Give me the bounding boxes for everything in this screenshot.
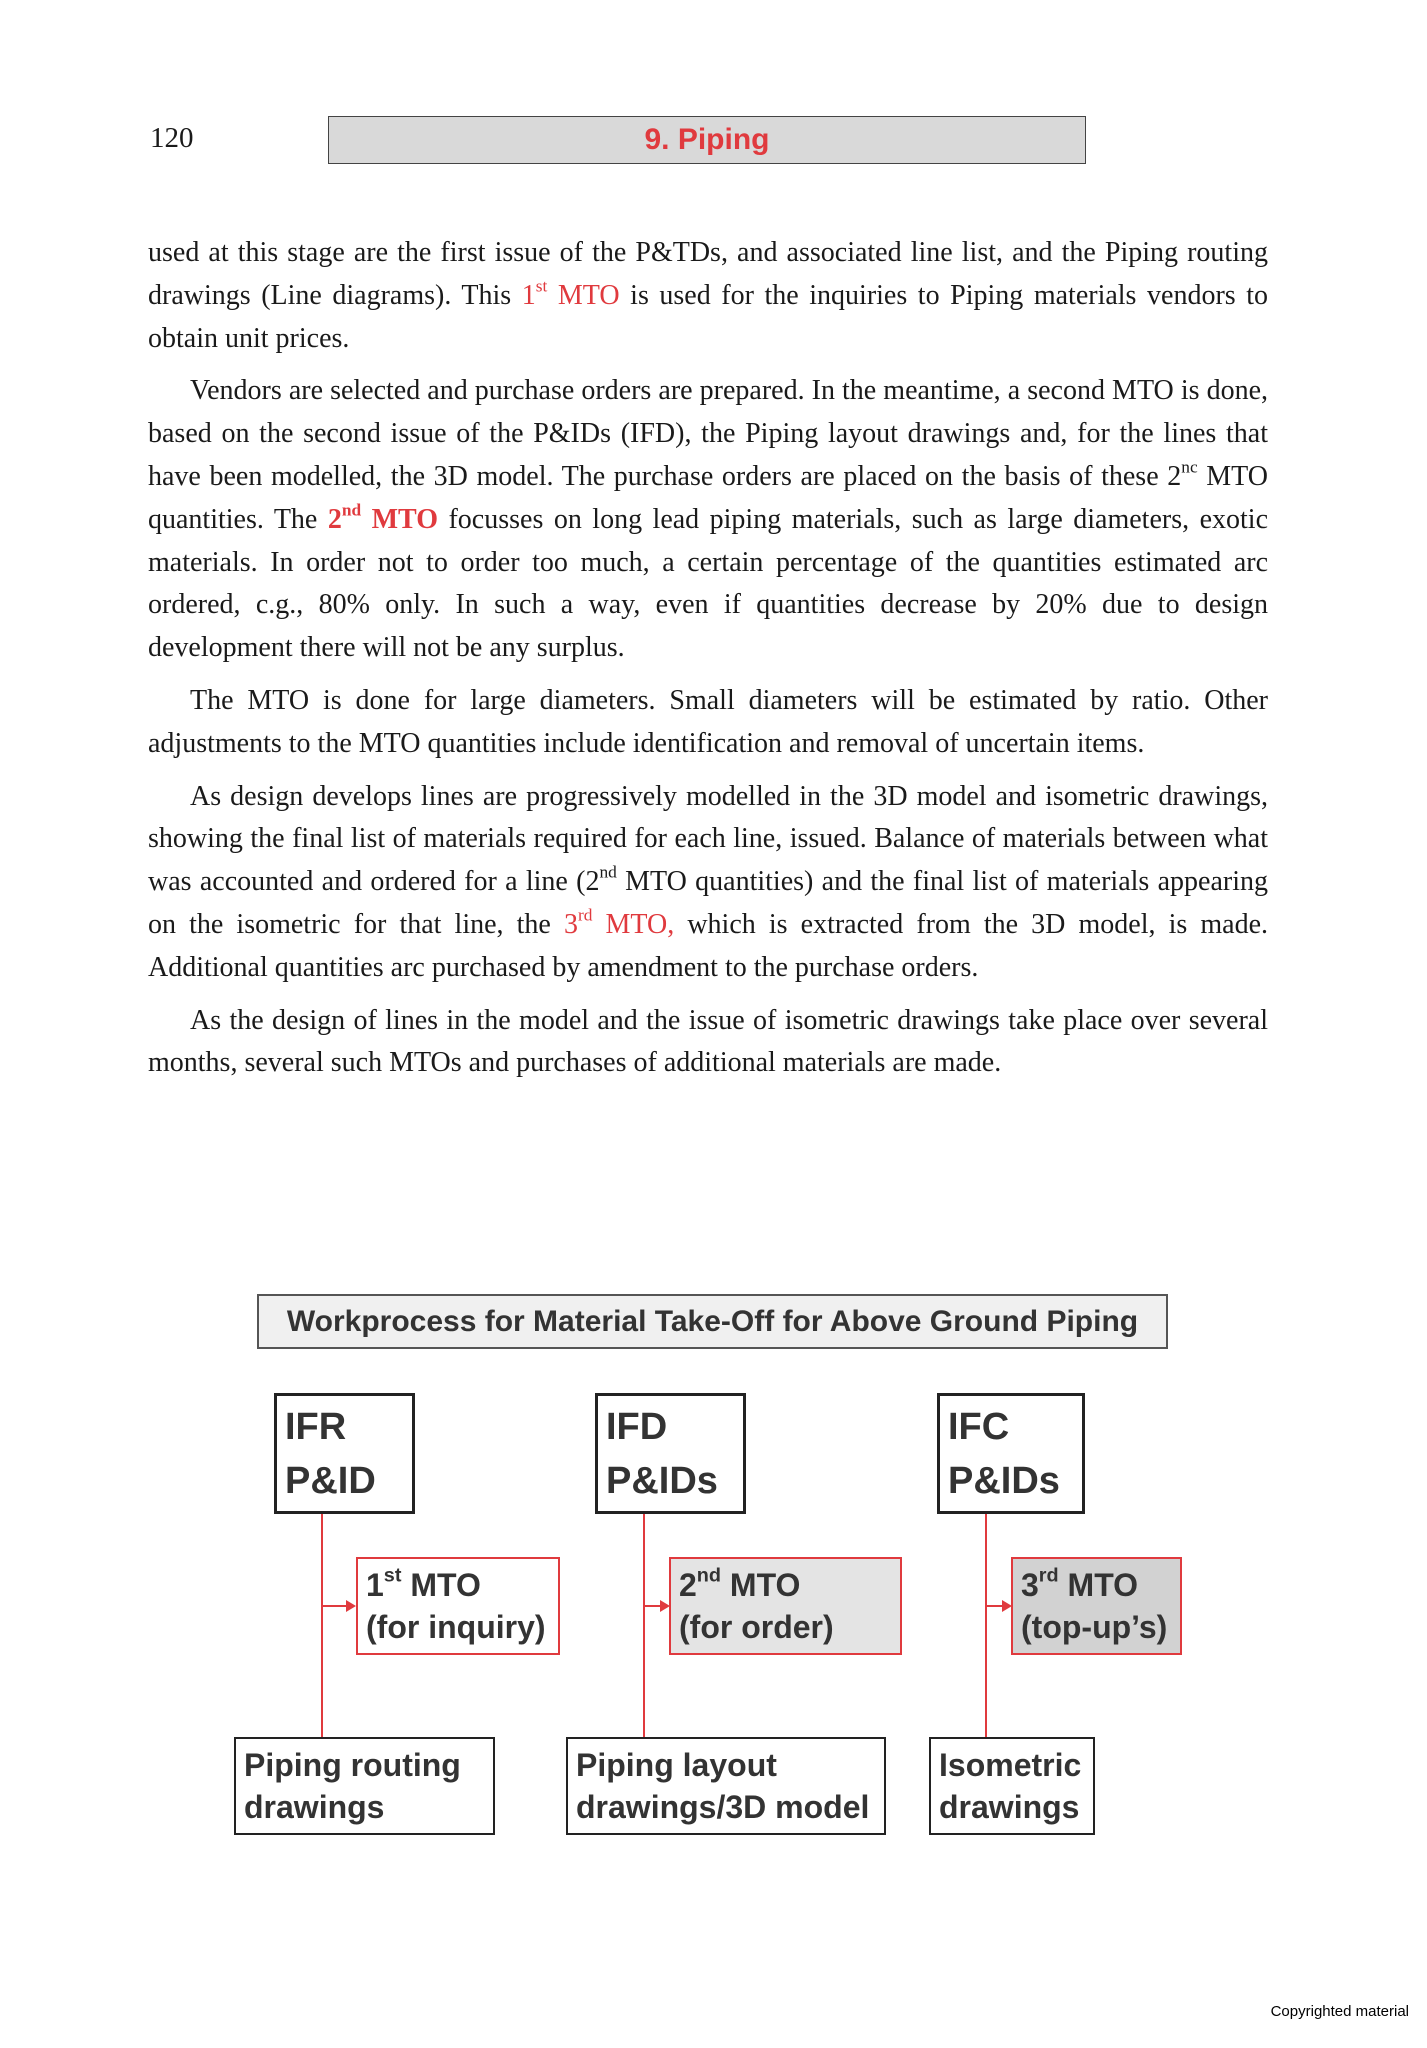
flow-line-1	[321, 1512, 323, 1739]
third-mto-suffix: rd	[577, 905, 593, 925]
branch-line-1	[322, 1605, 348, 1607]
drawing-box-line2: drawings	[244, 1789, 385, 1825]
issue-box-line2: P&IDs	[948, 1459, 1060, 1502]
issue-box-line1: IFD	[606, 1405, 668, 1448]
chapter-title: 9. Piping	[644, 123, 770, 156]
ifr-issue-box	[274, 1393, 415, 1514]
piping-routing-drawings-box	[234, 1737, 495, 1835]
mto-box-line2: (for order)	[679, 1609, 834, 1645]
drawing-box-line1: Piping routing	[244, 1747, 461, 1783]
body-text	[148, 232, 1268, 1095]
second-mto-number: 2	[327, 503, 342, 535]
paragraph-4-text-b: MTO quantities) and the final list of materials appearing on the isometric for that line, the	[148, 866, 1268, 940]
first-mto-number: 1	[521, 279, 536, 311]
paragraph-1-text-a: used at this stage are the first issue of the P&TDs, and associated line list, and the Piping routing drawings (Line diagrams). This	[148, 237, 1268, 311]
flow-line-3	[985, 1512, 987, 1739]
drawing-box-line1: Piping layout	[576, 1747, 777, 1783]
drawing-box-line1: Isometric	[939, 1747, 1082, 1783]
copyright-notice: Copyrighted material	[1270, 2003, 1409, 2020]
mto-box-line1: 2nd MTO	[679, 1564, 801, 1603]
diagram-title: Workprocess for Material Take-Off for Above Ground Piping	[257, 1294, 1168, 1349]
issue-box-line1: IFC	[948, 1405, 1010, 1448]
ifd-issue-box	[595, 1393, 746, 1514]
ifc-issue-box	[937, 1393, 1085, 1514]
isometric-drawings-box	[929, 1737, 1095, 1835]
chapter-header	[328, 116, 1086, 164]
paragraph-2-superscript: nc	[1181, 457, 1198, 477]
third-mto-box	[1011, 1557, 1182, 1655]
paragraph-2-text-a: Vendors are selected and purchase orders are prepared. In the meantime, a second MTO is done, based on the second issue of the P&IDs (IFD), the Piping layout drawings and, for the lines that have been modelled, the 3D model. The purchase orders are placed on the basis of these 2	[148, 375, 1268, 492]
first-mto-box	[356, 1557, 560, 1655]
paragraph-5: As the design of lines in the model and the issue of isometric drawings take place over several months, several such MTOs and purchases of additional materials are made.	[148, 1004, 1268, 1079]
second-mto-word: MTO	[361, 503, 439, 535]
paragraph-2-text-b: MTO quantities. The	[148, 460, 1269, 535]
mto-box-line2: (top-up’s)	[1021, 1609, 1168, 1645]
piping-layout-drawings-box	[566, 1737, 886, 1835]
drawing-box-line2: drawings/3D model	[576, 1789, 870, 1825]
paragraph-2	[148, 370, 1268, 670]
mto-box-line1: 3rd MTO	[1021, 1564, 1139, 1603]
mto-box-line2: (for inquiry)	[366, 1609, 546, 1645]
first-mto-word: MTO	[547, 279, 620, 311]
second-mto-suffix: nd	[341, 500, 362, 520]
paragraph-4	[148, 776, 1268, 990]
second-mto-box	[669, 1557, 902, 1655]
drawing-box-line2: drawings	[939, 1789, 1080, 1825]
issue-box-line1: IFR	[285, 1405, 347, 1448]
arrow-head-1	[346, 1600, 356, 1612]
paragraph-3: The MTO is done for large diameters. Small diameters will be estimated by ratio. Other adjustments to the MTO quantities include identification and removal of uncertain items.	[148, 684, 1268, 759]
flow-line-2	[643, 1512, 645, 1739]
paragraph-4-text-a: As design develops lines are progressively modelled in the 3D model and isometric drawings, showing the final list of materials required for each line, issued. Balance of materials between what was accounted and ordered for a line (2	[148, 780, 1268, 898]
first-mto-suffix: st	[535, 276, 548, 296]
third-mto-highlight	[563, 905, 675, 940]
paragraph-4-text-c: which is extracted from the 3D model, is made. Additional quantities arc purchased by amendment to the purchase orders.	[148, 908, 1268, 983]
page-number: 120	[150, 122, 194, 154]
issue-box-line2: P&IDs	[606, 1459, 718, 1502]
first-mto-highlight	[521, 276, 620, 311]
paragraph-1	[148, 232, 1268, 360]
issue-box-line2: P&ID	[285, 1459, 376, 1502]
third-mto-word: MTO,	[592, 908, 675, 940]
paragraph-2-text-c: focusses on long lead piping materials, such as large diameters, exotic materials. In order not to order too much, a certain percentage of the quantities estimated arc ordered, c.g., 80% only. In such a way, even if quantities decrease by 20% due to design development there will not be any surplus.	[148, 503, 1268, 664]
mto-box-line1: 1st MTO	[366, 1564, 481, 1603]
paragraph-4-superscript: nd	[599, 862, 617, 882]
second-mto-highlight	[327, 500, 439, 535]
paragraph-1-text-b: is used for the inquiries to Piping materials vendors to obtain unit prices.	[148, 279, 1268, 354]
third-mto-number: 3	[563, 908, 578, 940]
